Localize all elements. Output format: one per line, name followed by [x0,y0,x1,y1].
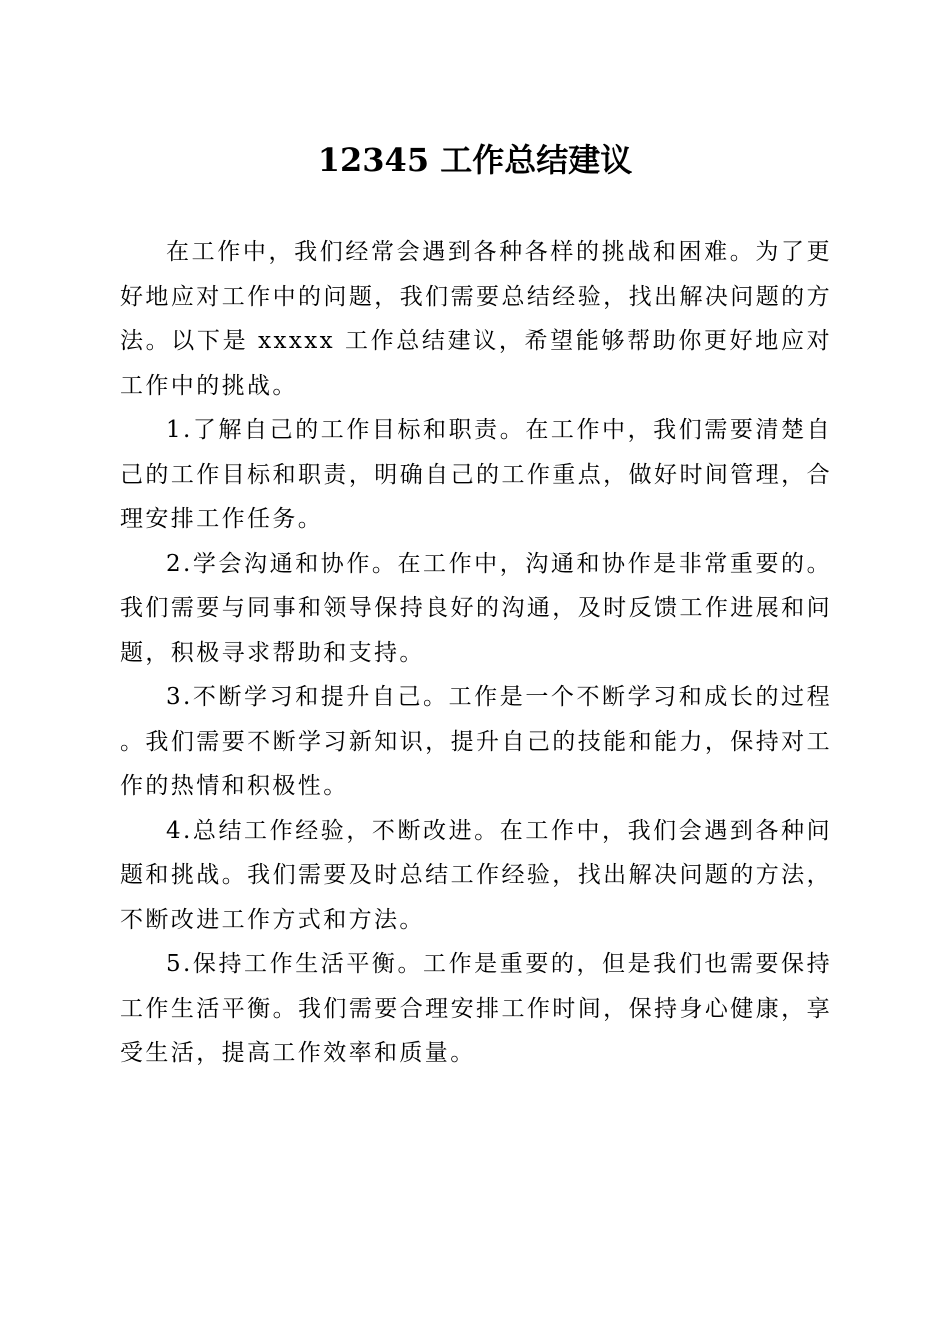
suggestion-paragraph-3: 3.不断学习和提升自己。工作是一个不断学习和成长的过程。我们需要不断学习新知识，提升自己的技能和能力，保持对工作的热情和积极性。 [120,684,832,799]
suggestion-paragraph-4: 4.总结工作经验，不断改进。在工作中，我们会遇到各种问题和挑战。我们需要及时总结工作经验，找出解决问题的方法，不断改进工作方式和方法。 [120,817,832,933]
suggestion-paragraph-5: 5.保持工作生活平衡。工作是重要的，但是我们也需要保持工作生活平衡。我们需要合理安排工作时间，保持身心健康，享受生活，提高工作效率和质量。 [120,951,832,1066]
intro-paragraph: 在工作中，我们经常会遇到各种各样的挑战和困难。为了更好地应对工作中的问题，我们需要总结经验，找出解决问题的方法。以下是 xxxxx 工作总结建议，希望能够帮助你更好地应对工作中的挑战。 [120,239,832,399]
suggestion-paragraph-2: 2.学会沟通和协作。在工作中，沟通和协作是非常重要的。我们需要与同事和领导保持良好的沟通，及时反馈工作进展和问题，积极寻求帮助和支持。 [120,550,832,666]
suggestion-paragraph-1: 1.了解自己的工作目标和职责。在工作中，我们需要清楚自己的工作目标和职责，明确自己的工作重点，做好时间管理，合理安排工作任务。 [120,417,832,532]
page-title: 12345 工作总结建议 [317,141,633,179]
document-body [120,230,832,1076]
